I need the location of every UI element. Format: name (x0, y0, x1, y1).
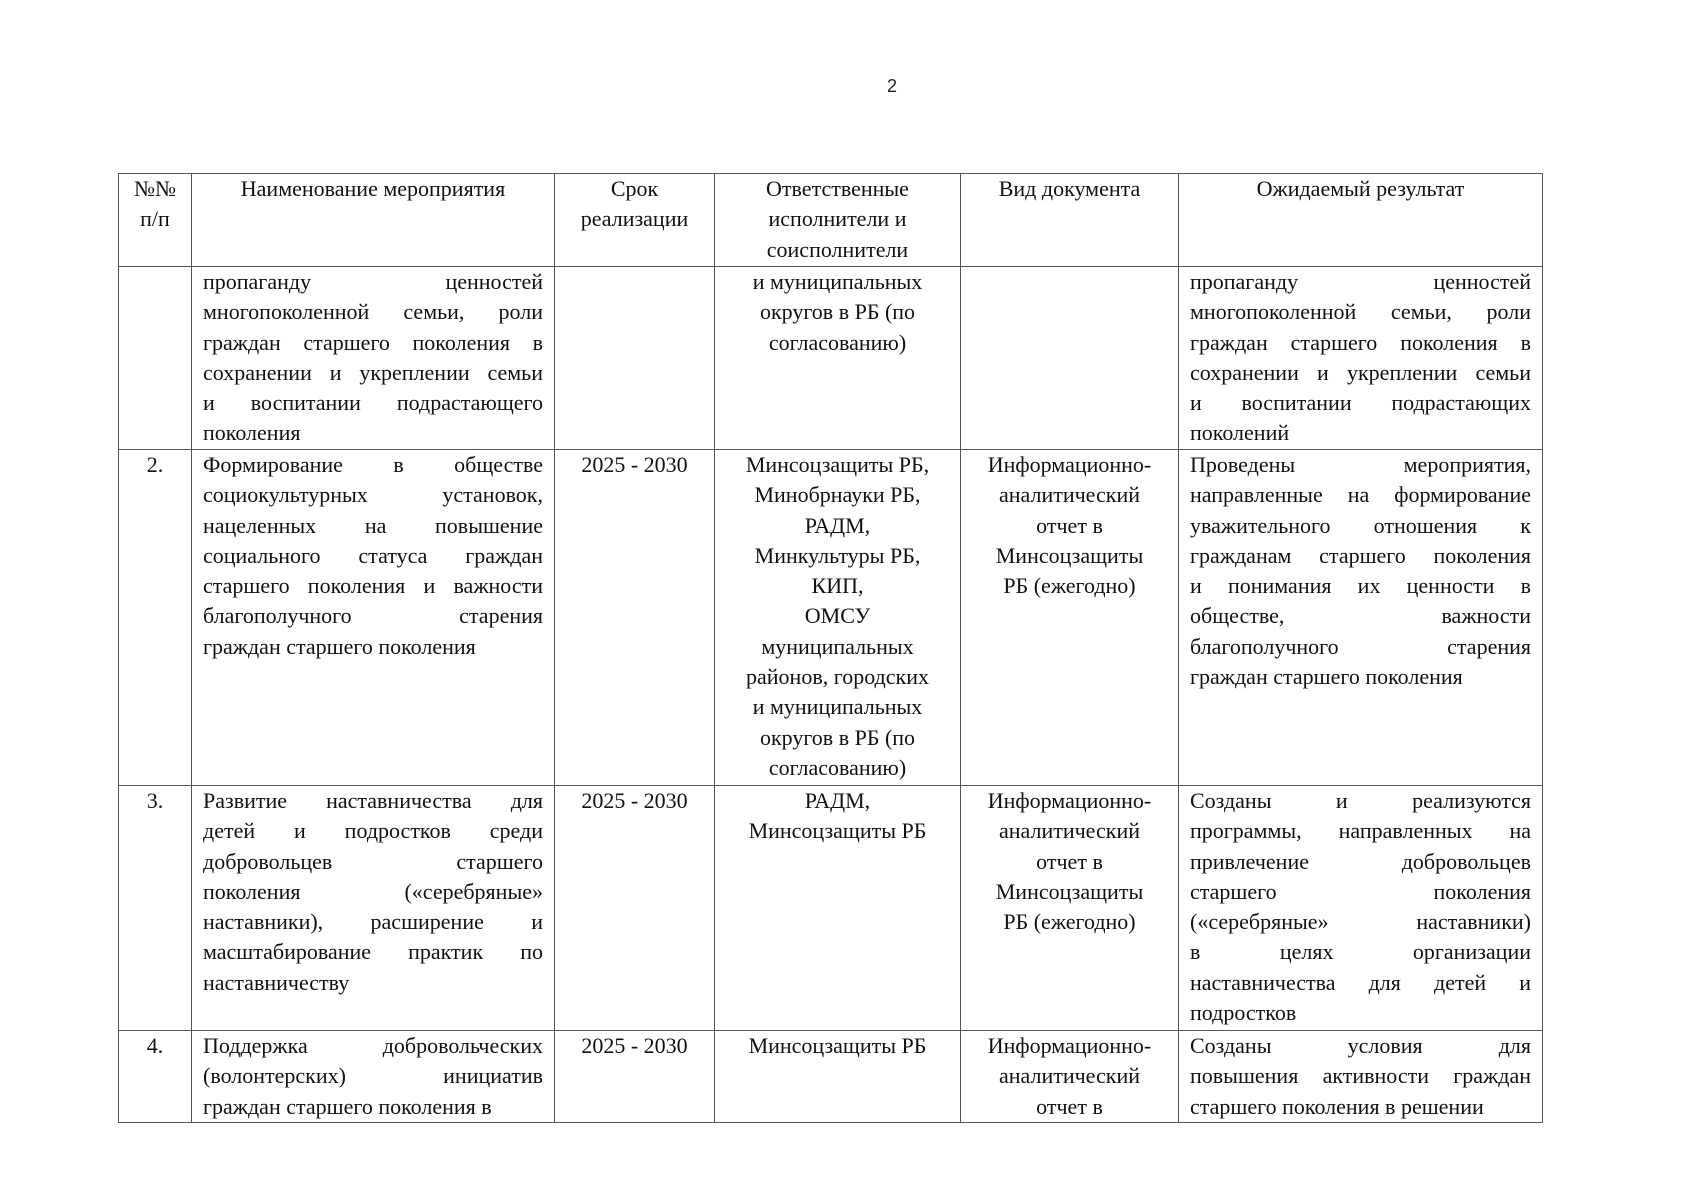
result-line: в целях организации (1190, 939, 1531, 965)
resp-line: согласованию) (768, 754, 907, 780)
resp-line: округов в РБ (по (759, 299, 916, 325)
doc-line: аналитический (998, 482, 1140, 508)
table-row (119, 267, 1543, 450)
header-expected-result-label: Ожидаемый результат (1256, 176, 1465, 201)
header-responsible-label: Ответственные исполнители и соисполнители (766, 176, 909, 262)
result-line: Созданы и реализуются (1190, 788, 1531, 813)
header-document-type (961, 174, 1179, 267)
resp-line: КИП, (811, 573, 864, 599)
table-header (119, 174, 1543, 267)
name-line: граждан старшего поколения в (203, 1093, 492, 1119)
resp-line: согласованию) (768, 329, 907, 355)
term-cell: 2025 - 2030 (555, 786, 715, 1031)
result-line: обществе, важности (1190, 603, 1531, 629)
name-line: и воспитании подрастающего (203, 390, 543, 416)
name-line: Развитие наставничества для (203, 788, 543, 813)
resp-line: Минсоцзащиты РБ (748, 1033, 927, 1058)
result-line: гражданам старшего поколения (1190, 542, 1531, 568)
table-body (119, 267, 1543, 1123)
name-line: пропаганду ценностей (203, 269, 543, 294)
resp-line: округов в РБ (по (759, 724, 916, 750)
name-line: нацеленных на повышение (203, 512, 543, 538)
resp-line: Минобрнауки РБ, (754, 482, 921, 508)
table-row (119, 786, 1543, 1031)
responsible-cell (715, 1031, 961, 1123)
table-row (119, 450, 1543, 786)
name-line: масштабирование практик по (203, 939, 543, 965)
header-expected-result (1179, 174, 1543, 267)
name-line: детей и подростков среди (203, 818, 543, 844)
header-term-label: Срок реализации (580, 176, 689, 232)
name-line: (волонтерских) инициатив (203, 1063, 543, 1089)
name-line: социокультурных установок, (203, 482, 543, 508)
header-number (119, 174, 192, 267)
document-type-cell (961, 267, 1179, 450)
responsible-cell (715, 786, 961, 1031)
resp-line: и муниципальных (752, 269, 923, 294)
name-line: социального статуса граждан (203, 542, 543, 568)
event-name-cell (192, 267, 555, 450)
result-line: и понимания их ценности в (1190, 573, 1531, 599)
result-line: сохранении и укреплении семьи (1190, 359, 1531, 385)
name-line: поколения («серебряные» (203, 878, 543, 904)
expected-result-cell (1179, 267, 1543, 450)
responsible-cell (715, 450, 961, 786)
header-term (555, 174, 715, 267)
doc-line: Информационно- (987, 452, 1152, 477)
name-line: наставники), расширение и (203, 909, 543, 935)
result-line: граждан старшего поколения в (1190, 329, 1531, 355)
doc-line: РБ (ежегодно) (1003, 573, 1136, 599)
resp-line: Минсоцзащиты РБ, (745, 452, 930, 477)
doc-line: аналитический (998, 818, 1140, 844)
name-line: поколения (203, 420, 301, 446)
responsible-cell (715, 267, 961, 450)
event-name-cell (192, 1031, 555, 1123)
header-number-label: №№ п/п (134, 176, 176, 232)
name-line: граждан старшего поколения (203, 633, 476, 659)
result-line: наставничества для детей и (1190, 969, 1531, 995)
result-line: подростков (1190, 1000, 1297, 1026)
result-line: Проведены мероприятия, (1190, 452, 1531, 477)
expected-result-cell (1179, 786, 1543, 1031)
header-event-name (192, 174, 555, 267)
resp-line: Минкультуры РБ, (754, 542, 921, 568)
name-line: сохранении и укреплении семьи (203, 359, 543, 385)
header-row (119, 174, 1543, 267)
doc-line: аналитический (998, 1063, 1140, 1089)
term-cell: 2025 - 2030 (555, 450, 715, 786)
doc-line: Информационно- (987, 788, 1152, 813)
name-line: добровольцев старшего (203, 848, 543, 874)
document-type-cell (961, 1031, 1179, 1123)
header-document-type-label: Вид документа (998, 176, 1141, 201)
name-line: Формирование в обществе (203, 452, 543, 477)
name-line: граждан старшего поколения в (203, 329, 543, 355)
result-line: направленные на формирование (1190, 482, 1531, 508)
result-line: старшего поколения (1190, 878, 1531, 904)
expected-result-cell (1179, 1031, 1543, 1123)
doc-line: РБ (ежегодно) (1003, 909, 1136, 935)
doc-line: Минсоцзащиты (995, 542, 1144, 568)
doc-line: Информационно- (987, 1033, 1152, 1058)
result-line: многопоколенной семьи, роли (1190, 299, 1531, 325)
term-cell (555, 267, 715, 450)
doc-line: отчет в (1036, 512, 1103, 538)
result-line: программы, направленных на (1190, 818, 1531, 844)
result-line: уважительного отношения к (1190, 512, 1531, 538)
row-number-cell (119, 267, 192, 450)
result-line: повышения активности граждан (1190, 1063, 1531, 1089)
row-number-cell: 4. (119, 1031, 192, 1123)
result-line: («серебряные» наставники) (1190, 909, 1531, 935)
result-line: Созданы условия для (1190, 1033, 1531, 1058)
action-plan-table (118, 173, 1543, 1123)
header-responsible (715, 174, 961, 267)
resp-line: муниципальных (761, 633, 914, 659)
page-number: 2 (886, 76, 897, 96)
result-line: благополучного старения (1190, 633, 1531, 659)
result-line: пропаганду ценностей (1190, 269, 1531, 294)
row-number-cell: 3. (119, 786, 192, 1031)
name-line: наставничеству (203, 969, 350, 995)
table-row (119, 1031, 1543, 1123)
resp-line: РАДМ, (804, 788, 871, 813)
doc-line: Минсоцзащиты (995, 878, 1144, 904)
result-line: старшего поколения в решении (1190, 1093, 1484, 1119)
doc-line: отчет в (1036, 1093, 1103, 1119)
document-type-cell (961, 450, 1179, 786)
result-line: поколений (1190, 420, 1290, 446)
name-line: многопоколенной семьи, роли (203, 299, 543, 325)
expected-result-cell (1179, 450, 1543, 786)
result-line: и воспитании подрастающих (1190, 390, 1531, 416)
result-line: привлечение добровольцев (1190, 848, 1531, 874)
row-number-cell: 2. (119, 450, 192, 786)
term-cell: 2025 - 2030 (555, 1031, 715, 1123)
event-name-cell (192, 450, 555, 786)
result-line: граждан старшего поколения (1190, 664, 1463, 690)
document-type-cell (961, 786, 1179, 1031)
doc-line: отчет в (1036, 848, 1103, 874)
resp-line: Минсоцзащиты РБ (748, 818, 927, 844)
name-line: старшего поколения и важности (203, 573, 543, 599)
name-line: Поддержка добровольческих (203, 1033, 543, 1058)
name-line: благополучного старения (203, 603, 543, 629)
resp-line: ОМСУ (804, 603, 871, 629)
resp-line: РАДМ, (804, 512, 871, 538)
resp-line: районов, городских (746, 664, 929, 690)
event-name-cell (192, 786, 555, 1031)
resp-line: и муниципальных (752, 694, 923, 720)
header-event-name-label: Наименование мероприятия (240, 176, 506, 201)
